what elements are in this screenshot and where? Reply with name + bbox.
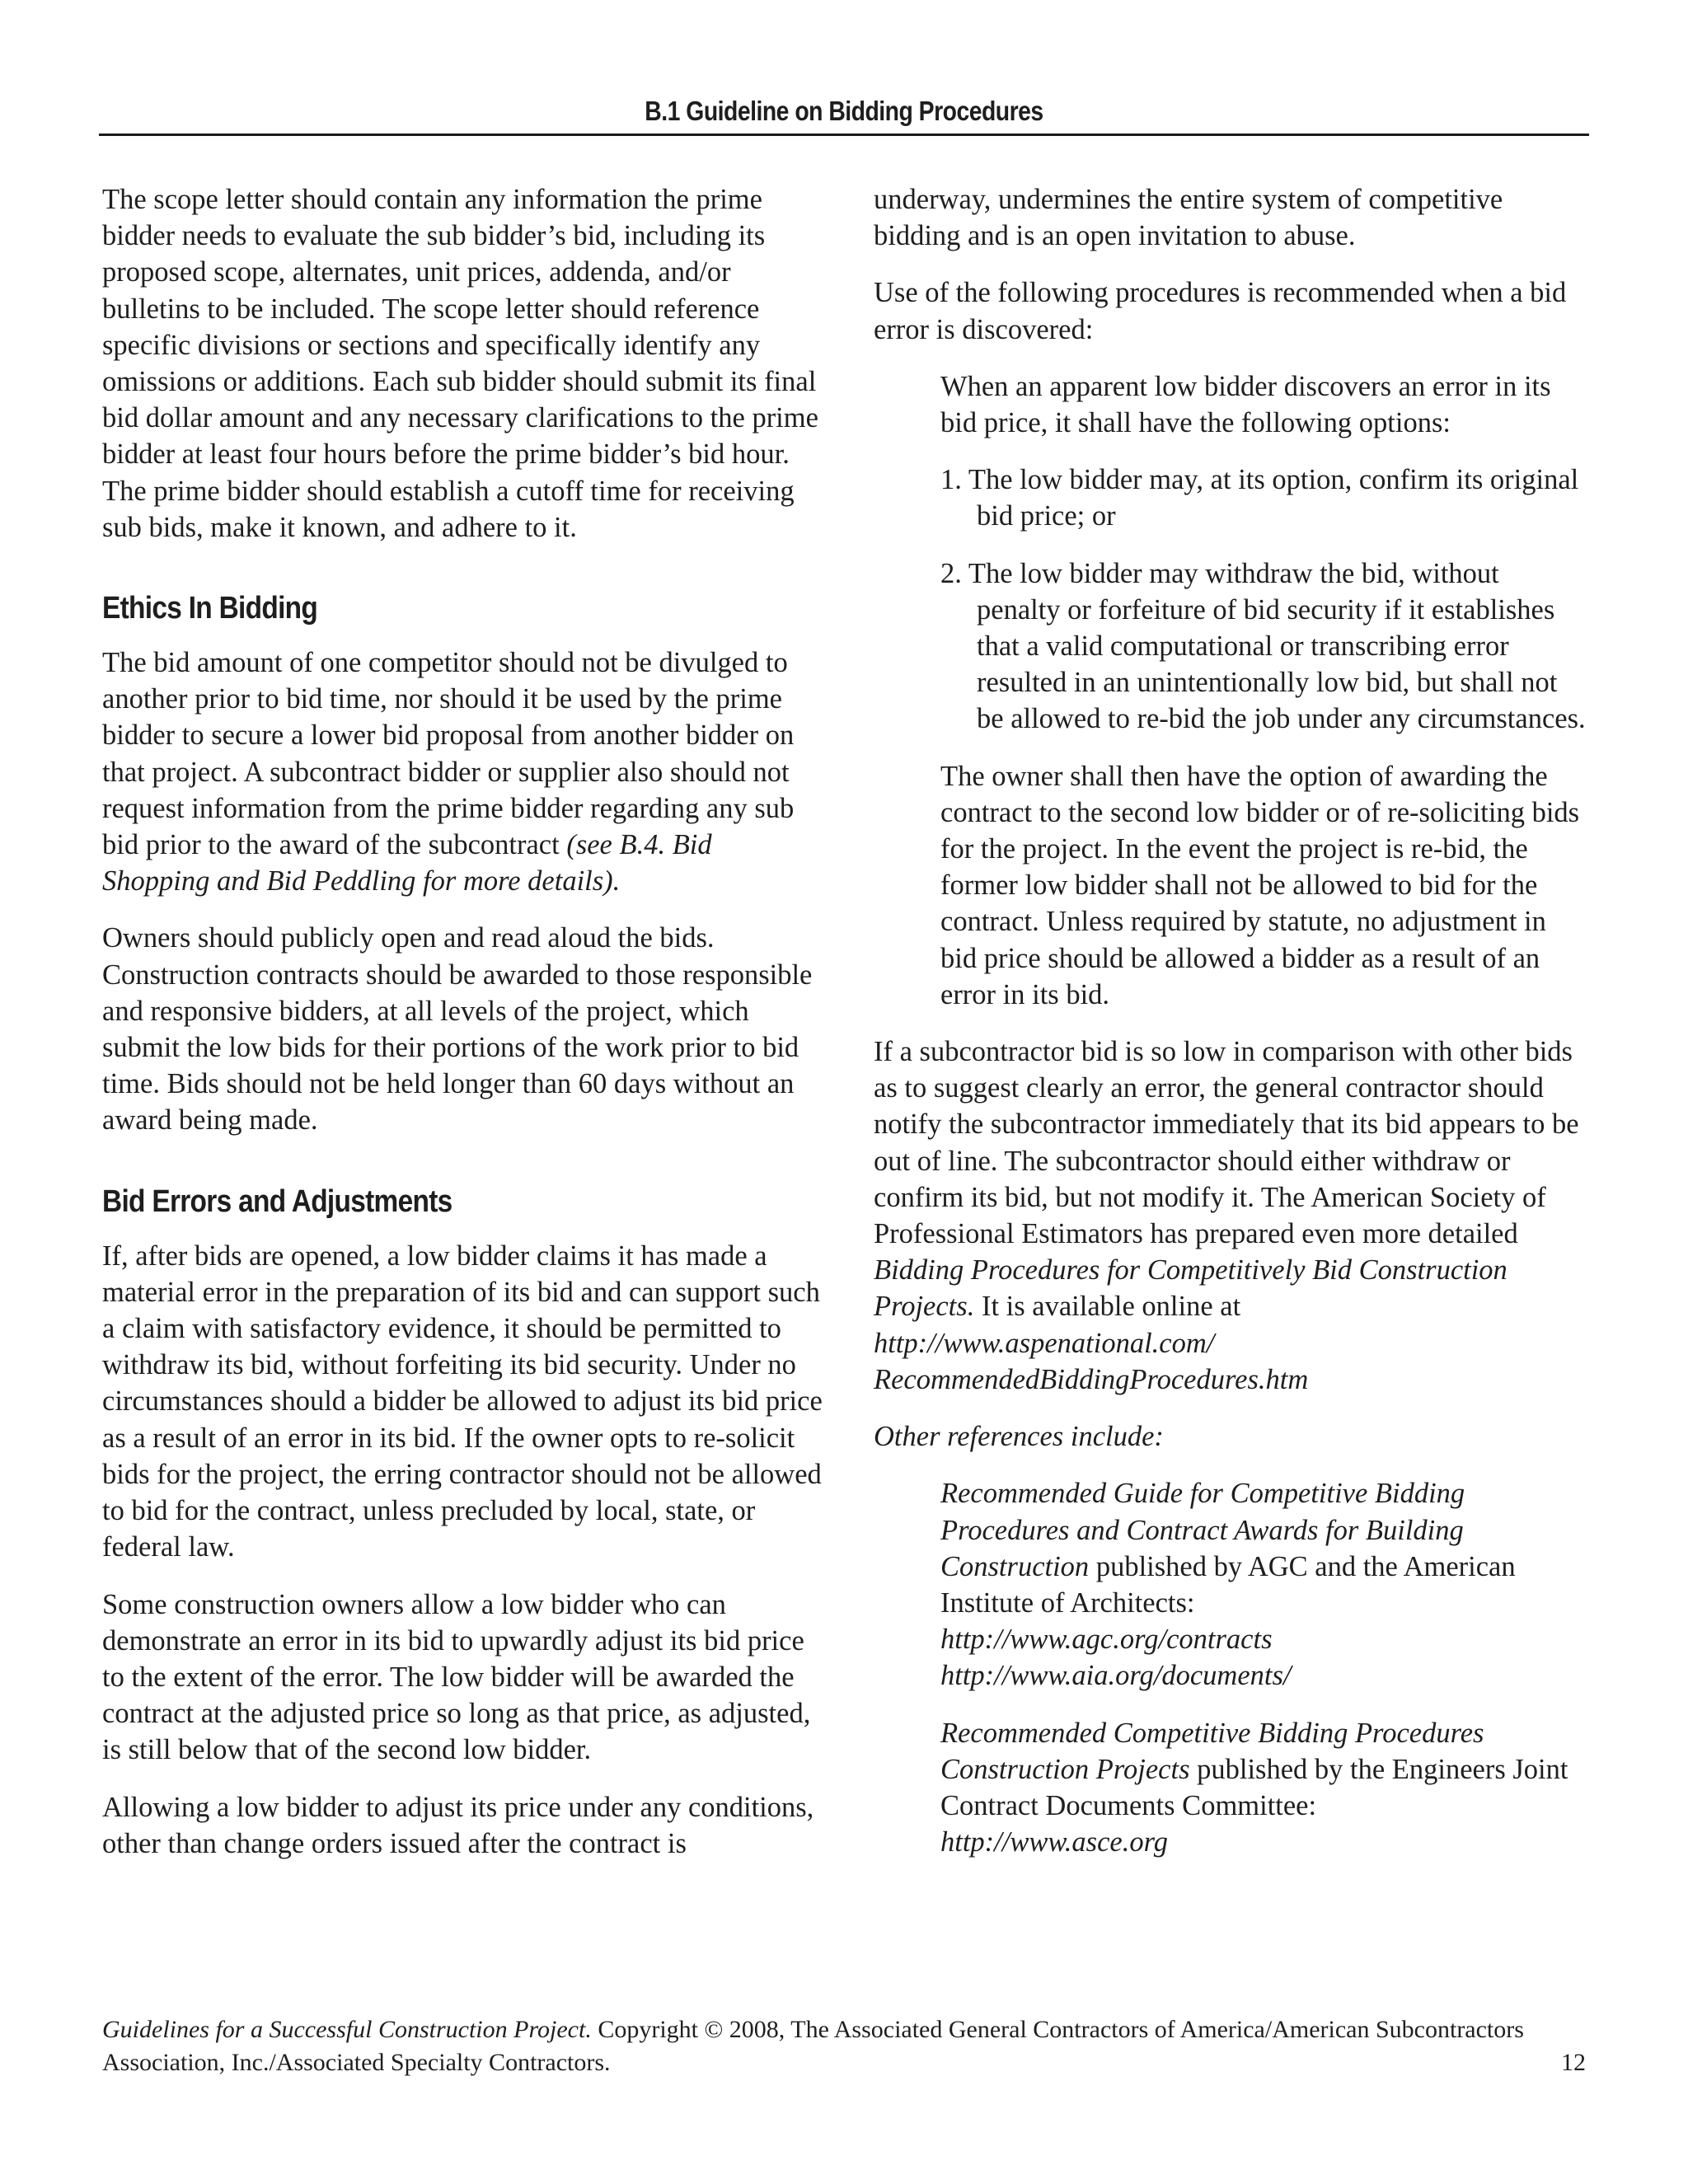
reference-agc-aia-publisher: published by AGC and the American Institute of Architects: xyxy=(940,1550,1516,1619)
left-column xyxy=(102,181,823,1882)
option-item-1: 1. The low bidder may, at its option, confirm its original bid price; or xyxy=(940,464,1579,532)
page-header xyxy=(99,96,1589,136)
reference-agc-aia xyxy=(940,1475,1586,1694)
aia-link[interactable]: http://www.aia.org/documents/ xyxy=(940,1660,1292,1692)
asce-link[interactable]: http://www.asce.org xyxy=(940,1826,1168,1858)
subcontractor-bid-text: If a subcontractor bid is so low in comparison with other bids as to suggest clearly an error, the general contractor should notify the subcontractor immediately that its bid appears to be out of line. The subcontractor should either withdraw or confirm its bid, but not modify it. The American Society of Professional Estimators has prepared even more detailed xyxy=(874,1036,1579,1250)
agc-link[interactable]: http://www.agc.org/contracts xyxy=(940,1624,1273,1656)
continuation-paragraph: underway, undermines the entire system of competitive bidding and is an open invitation to abuse. xyxy=(874,184,1503,252)
reference-ejcdc-publisher: published by the Engineers Joint Contract Documents Committee: xyxy=(940,1753,1568,1821)
bid-errors-paragraph-3: Allowing a low bidder to adjust its price under any conditions, other than change orders issued after the contract is xyxy=(102,1791,814,1859)
ethics-paragraph-1-text: The bid amount of one competitor should not be divulged to another prior to bid time, nor should it be used by the prime bidder to secure a lower bid proposal from another bidder on that project. A subcontract bidder or supplier also should not request information from the prime bidder regarding any sub bid prior to the award of the subcontract xyxy=(102,647,795,861)
aspe-link[interactable]: http://www.aspenational.com/ RecommendedBiddingProcedures.htm xyxy=(874,1327,1309,1395)
ethics-paragraph-1 xyxy=(102,644,823,899)
procedures-intro: Use of the following procedures is recommended when a bid error is discovered: xyxy=(874,277,1567,345)
availability-text: It is available online at xyxy=(981,1291,1241,1323)
ethics-heading: Ethics In Bidding xyxy=(102,591,318,626)
owner-option-paragraph: The owner shall then have the option of awarding the contract to the second low bidder or of re-soliciting bids for the project. In the event the project is re-bid, the former low bidder shall not be allowed to bid for the contract. Unless required by statute, no adjustment in bid price should be allowed a bidder as a result of an error in its bid. xyxy=(940,760,1580,1010)
ethics-paragraph-2: Owners should publicly open and read aloud the bids. Construction contracts should be awarded to those responsible and responsive bidders, at all levels of the project, which submit the low bids for their portions of the work prior to bid time. Bids should not be held longer than 60 days without an award being made. xyxy=(102,922,813,1137)
reference-ejcdc-title: Recommended Competitive Bidding Procedures Construction Projects xyxy=(940,1717,1484,1785)
footer-title: Guidelines for a Successful Construction Project. xyxy=(102,2016,592,2043)
footer-copyright-text: Copyright © 2008, The Associated General Contractors of America/American Subcontractors Association, Inc./Associated Specialty Contractors. xyxy=(102,2016,1524,2076)
bid-errors-paragraph-1: If, after bids are opened, a low bidder claims it has made a material error in the preparation of its bid and can support such a claim with satisfactory evidence, it should be permitted to withdraw its bid, without forfeiting its bid security. Under no circumstances should a bidder be allowed to adjust its bid price as a result of an error in its bid. If the owner opts to re-solicit bids for the project, the erring contractor should not be allowed to bid for the contract, unless precluded by local, state, or federal law. xyxy=(102,1240,823,1563)
bid-errors-heading: Bid Errors and Adjustments xyxy=(102,1183,452,1219)
page-footer xyxy=(102,2013,1586,2079)
reference-agc-aia-text xyxy=(940,1475,1586,1621)
aspe-publication-title: Bidding Procedures for Competitively Bid Construction Projects. xyxy=(874,1254,1507,1323)
low-bidder-options-intro: When an apparent low bidder discovers an error in its bid price, it shall have the following options: xyxy=(940,370,1551,439)
scope-letter-paragraph: The scope letter should contain any information the prime bidder needs to evaluate the sub bidder’s bid, including its proposed scope, alternates, unit prices, addenda, and/or bulletins to be included. The scope letter should reference specific divisions or sections and specifically identify any omissions or additions. Each sub bidder should submit its final bid dollar amount and any necessary clarifications to the prime bidder at least four hours before the prime bidder’s bid hour. The prime bidder should establish a cutoff time for receiving sub bids, make it known, and adhere to it. xyxy=(102,184,818,543)
footer-copyright xyxy=(102,2013,1586,2079)
reference-agc-aia-title: Recommended Guide for Competitive Bidding Procedures and Contract Awards for Building Construction xyxy=(940,1478,1465,1582)
other-references-label: Other references include: xyxy=(874,1421,1164,1453)
right-column xyxy=(874,181,1586,1860)
reference-ejcdc-text xyxy=(940,1715,1586,1825)
bid-shopping-reference: (see B.4. Bid Shopping and Bid Peddling for more details). xyxy=(102,829,712,898)
option-item-2: 2. The low bidder may withdraw the bid, without penalty or forfeiture of bid security if it establishes that a valid computational or transcribing error resulted in an unintentionally low bid, but shall not be allowed to re-bid the job under any circumstances. xyxy=(940,557,1586,735)
section-title: B.1 Guideline on Bidding Procedures xyxy=(645,96,1043,126)
subcontractor-bid-paragraph xyxy=(874,1033,1586,1398)
page-number: 12 xyxy=(1561,2049,1586,2076)
bid-errors-paragraph-2: Some construction owners allow a low bidder who can demonstrate an error in its bid to upwardly adjust its bid price to the extent of the error. The low bidder will be awarded the contract at the adjusted price so long as that price, as adjusted, is still below that of the second low bidder. xyxy=(102,1588,811,1766)
reference-ejcdc xyxy=(940,1715,1586,1861)
